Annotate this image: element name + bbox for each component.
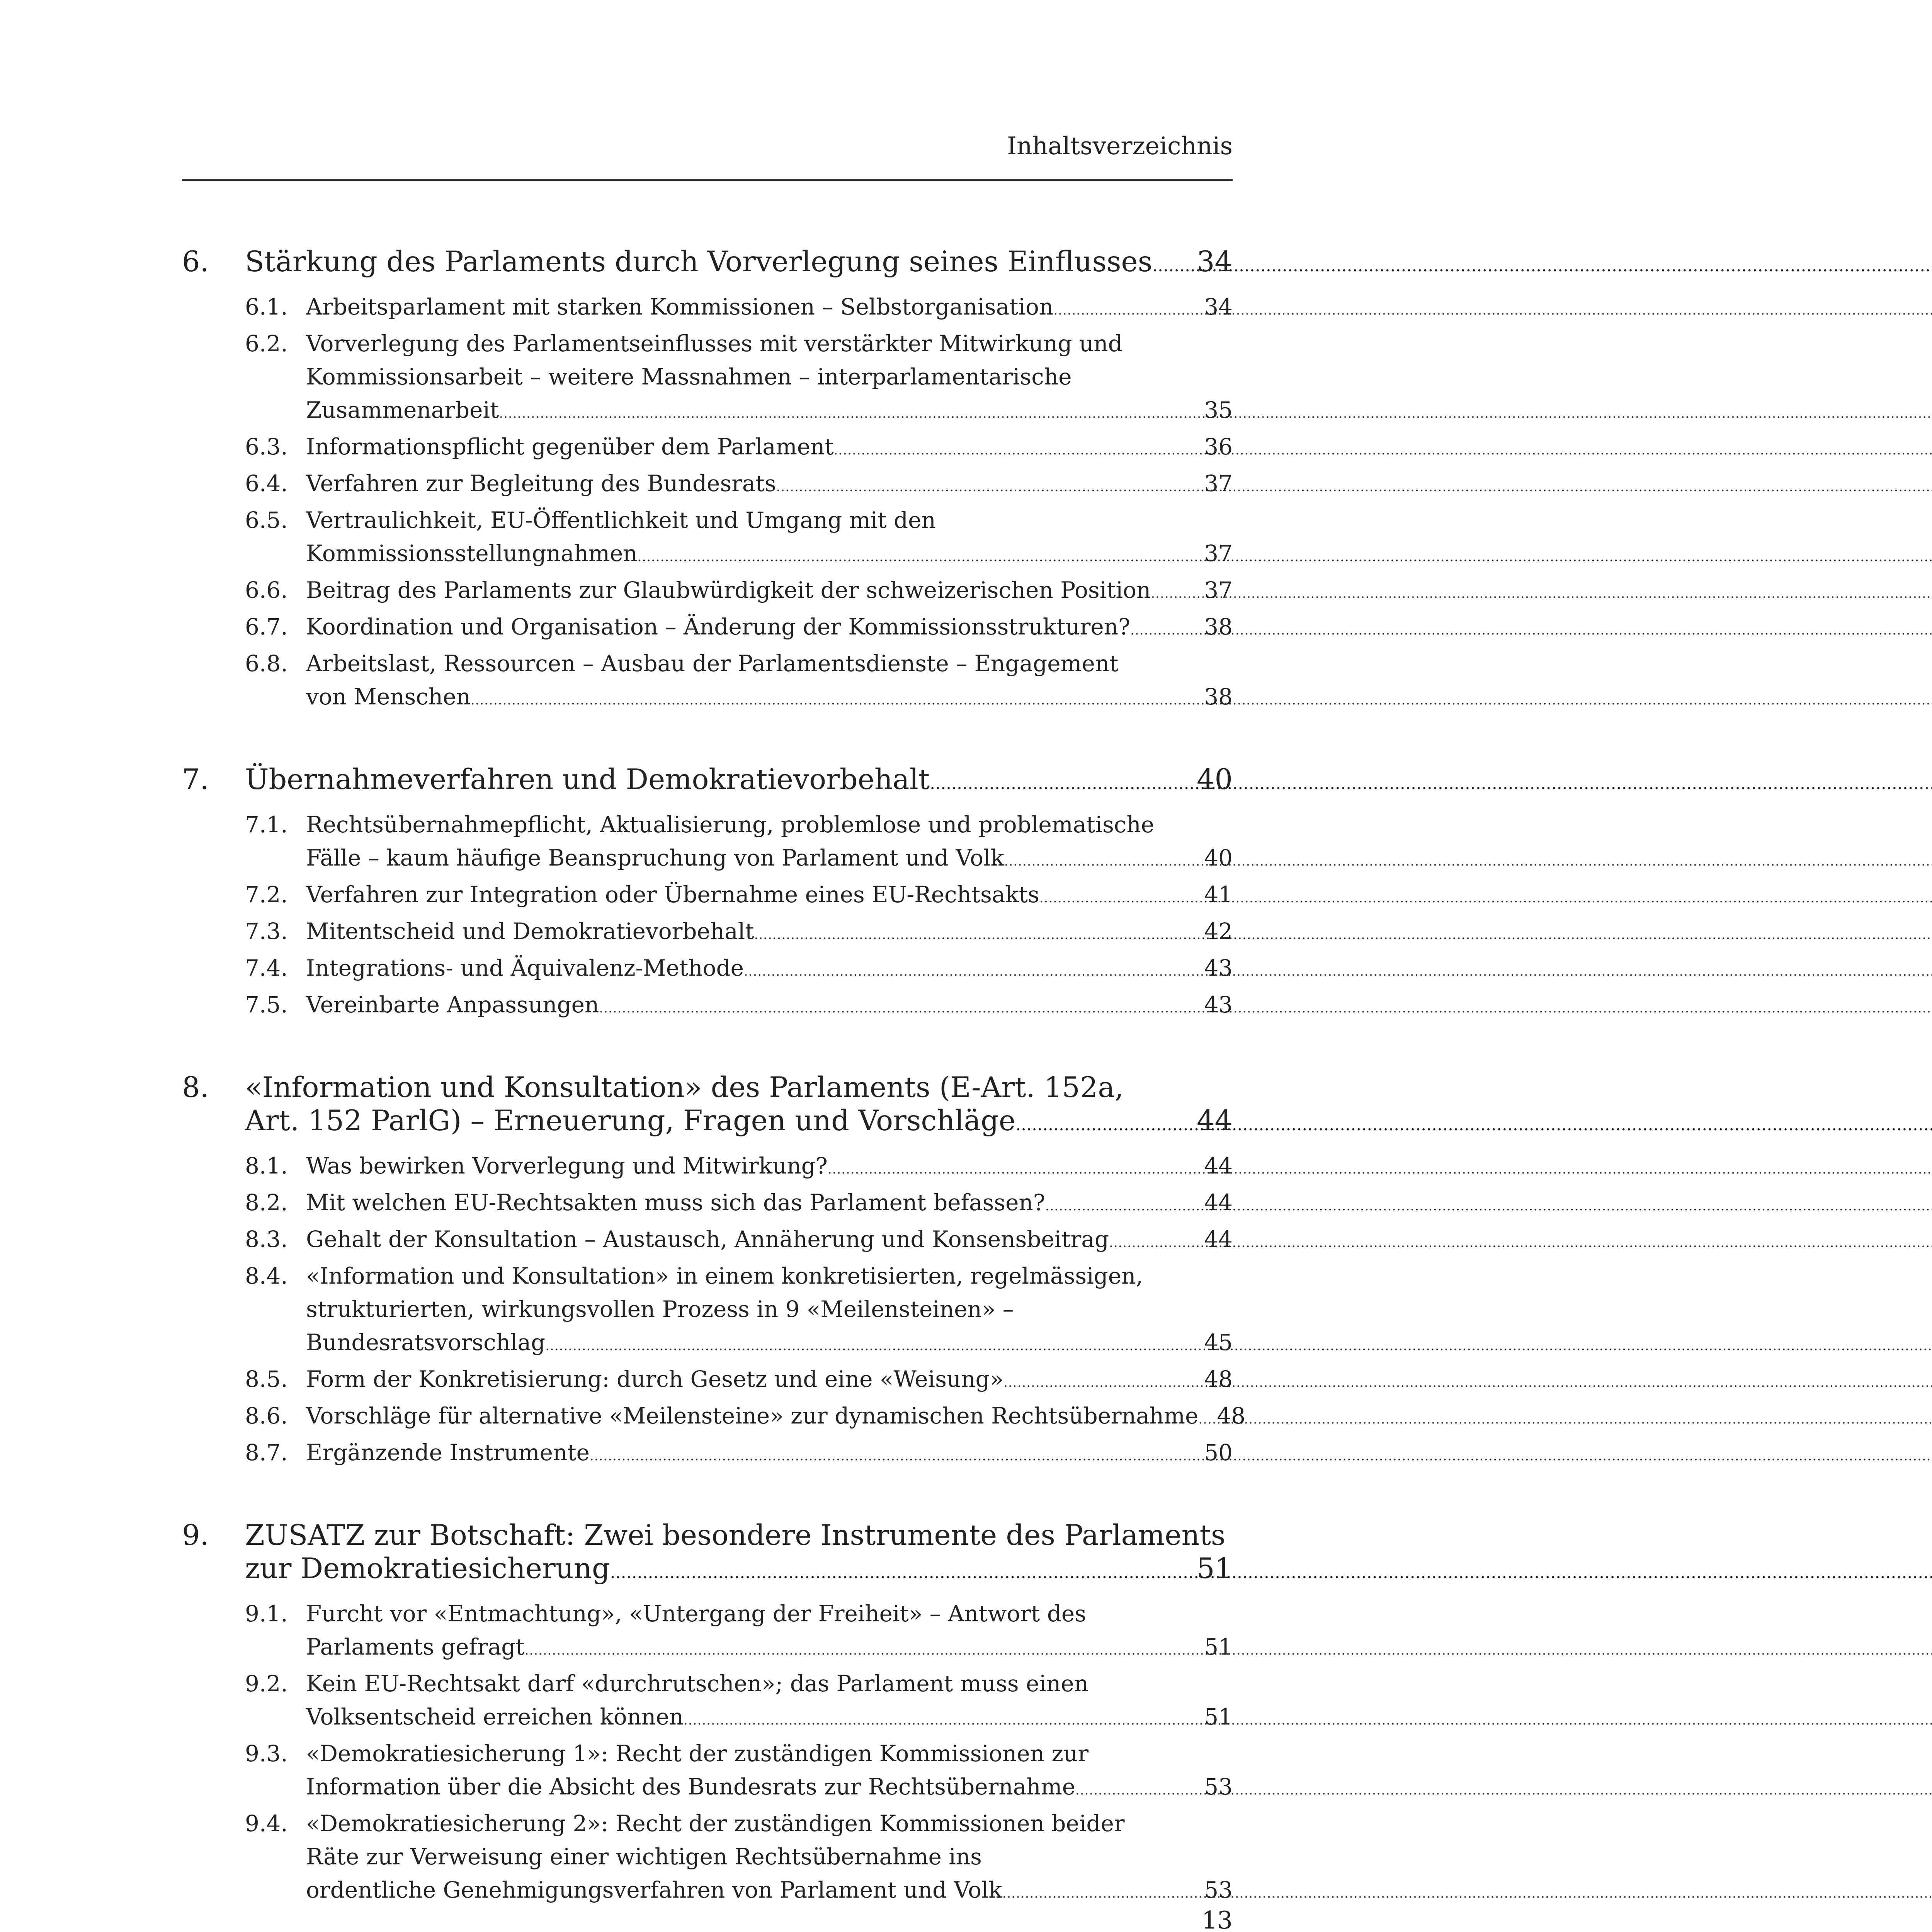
section-number: 8.5. <box>245 1366 288 1392</box>
toc-chapter-group <box>182 245 1233 717</box>
section-number: 7.2. <box>245 881 288 908</box>
dot-leader <box>828 1153 1201 1186</box>
section-number: 8.1. <box>245 1153 288 1179</box>
dot-leader <box>599 992 1201 1025</box>
section-page-number: 44 <box>1204 1226 1233 1252</box>
section-title-line: Informationspflicht gegenüber dem Parlament <box>306 434 834 460</box>
dot-leader <box>499 397 1201 430</box>
dot-leader <box>776 470 1201 503</box>
dot-leader <box>1151 577 1201 610</box>
dot-leader <box>1075 1774 1201 1807</box>
toc-section-entry[interactable] <box>182 290 1233 327</box>
chapter-number: 6. <box>182 245 209 278</box>
section-title-line: Koordination und Organisation – Änderung der Kommissionsstrukturen? <box>306 614 1131 640</box>
toc-section-entry[interactable] <box>182 503 1233 573</box>
chapter-title-line: zur Demokratiesicherung <box>245 1552 610 1585</box>
section-number: 9.1. <box>245 1600 288 1627</box>
section-page-number: 44 <box>1204 1189 1233 1216</box>
section-page-number: 43 <box>1204 992 1233 1018</box>
section-title-line: Beitrag des Parlaments zur Glaubwürdigkeit der schweizerischen Position <box>306 577 1151 603</box>
dot-leader <box>1109 1226 1201 1259</box>
section-number: 8.2. <box>245 1189 288 1216</box>
section-number: 6.7. <box>245 614 288 640</box>
section-page-number: 38 <box>1204 614 1233 640</box>
toc-chapter-entry[interactable] <box>182 1519 1233 1589</box>
dot-leader <box>638 540 1201 573</box>
section-number: 6.6. <box>245 577 288 603</box>
section-number: 6.4. <box>245 470 288 497</box>
section-title-line: Vorschläge für alternative «Meilensteine» zur dynamischen Rechtsübernahme <box>306 1403 1199 1429</box>
dot-leader <box>1003 1366 1201 1399</box>
section-title-line: «Demokratiesicherung 2»: Recht der zuständigen Kommissionen beider <box>306 1810 1125 1837</box>
section-page-number: 48 <box>1204 1366 1233 1392</box>
toc-section-entry[interactable] <box>182 808 1233 878</box>
dot-leader <box>834 434 1201 467</box>
toc-section-entry[interactable] <box>182 1667 1233 1737</box>
toc-chapter-entry[interactable] <box>182 1071 1233 1141</box>
dot-leader <box>1045 1189 1201 1223</box>
dot-leader <box>1053 294 1201 327</box>
section-title-line: Arbeitsparlament mit starken Kommissionen – Selbstorganisation <box>306 294 1054 320</box>
dot-leader <box>1039 881 1201 915</box>
chapter-title-line: Stärkung des Parlaments durch Vorverlegung seines Einflusses <box>245 245 1153 278</box>
toc-section-entry[interactable] <box>182 1597 1233 1667</box>
toc-section-entry[interactable] <box>182 951 1233 988</box>
section-title-line: «Demokratiesicherung 1»: Recht der zuständigen Kommissionen zur <box>306 1740 1089 1767</box>
section-page-number: 37 <box>1204 577 1233 603</box>
toc-section-entry[interactable] <box>182 1186 1233 1223</box>
section-page-number: 36 <box>1204 434 1233 460</box>
section-title-line: strukturierten, wirkungsvollen Prozess in 9 «Meilensteinen» – <box>306 1296 1014 1322</box>
section-number: 8.7. <box>245 1439 288 1466</box>
toc-section-entry[interactable] <box>182 610 1233 647</box>
section-title-line: Verfahren zur Begleitung des Bundesrats <box>306 470 776 497</box>
toc-section-entry[interactable] <box>182 1807 1233 1910</box>
dot-leader <box>930 767 1194 800</box>
section-title-line: Arbeitslast, Ressourcen – Ausbau der Parlamentsdienste – Engagement <box>306 650 1119 677</box>
section-page-number: 37 <box>1204 540 1233 566</box>
section-number: 6.8. <box>245 650 288 677</box>
section-title-line: Vereinbarte Anpassungen <box>306 992 599 1018</box>
toc-section-entry[interactable] <box>182 1436 1233 1473</box>
toc-section-entry[interactable] <box>182 1149 1233 1186</box>
toc-section-entry[interactable] <box>182 467 1233 503</box>
section-title-line: Ergänzende Instrumente <box>306 1439 590 1466</box>
dot-leader <box>525 1634 1201 1667</box>
dot-leader <box>684 1704 1201 1737</box>
dot-leader <box>590 1439 1201 1473</box>
chapter-page-number: 44 <box>1197 1104 1233 1137</box>
toc-chapter-entry[interactable] <box>182 763 1233 800</box>
section-title-line: Gehalt der Konsultation – Austausch, Annäherung und Konsensbeitrag <box>306 1226 1109 1252</box>
section-page-number: 44 <box>1204 1153 1233 1179</box>
section-page-number: 40 <box>1204 845 1233 871</box>
section-title-line: Verfahren zur Integration oder Übernahme eines EU-Rechtsakts <box>306 881 1039 908</box>
section-title-line: Information über die Absicht des Bundesrats zur Rechtsübernahme <box>306 1774 1075 1800</box>
section-page-number: 37 <box>1204 470 1233 497</box>
section-title-line: Furcht vor «Entmachtung», «Untergang der Freiheit» – Antwort des <box>306 1600 1087 1627</box>
section-page-number: 48 <box>1217 1403 1246 1429</box>
section-page-number: 51 <box>1204 1704 1233 1730</box>
section-title-line: Mit welchen EU-Rechtsakten muss sich das Parlament befassen? <box>306 1189 1045 1216</box>
chapter-page-number: 40 <box>1197 763 1233 796</box>
section-page-number: 43 <box>1204 955 1233 981</box>
dot-leader <box>754 918 1201 951</box>
section-page-number: 42 <box>1204 918 1233 944</box>
section-number: 8.4. <box>245 1263 288 1289</box>
chapter-number: 7. <box>182 763 209 796</box>
section-title-line: Fälle – kaum häufige Beanspruchung von Parlament und Volk <box>306 845 1004 871</box>
section-title-line: Zusammenarbeit <box>306 397 499 423</box>
section-title-line: Vertraulichkeit, EU-Öffentlichkeit und Umgang mit den <box>306 507 936 533</box>
dot-leader <box>1004 845 1201 878</box>
chapter-title-line: ZUSATZ zur Botschaft: Zwei besondere Instrumente des Parlaments <box>245 1519 1226 1552</box>
section-number: 6.3. <box>245 434 288 460</box>
chapter-title-line: «Information und Konsultation» des Parlaments (E-Art. 152a, <box>245 1071 1124 1104</box>
dot-leader <box>1152 249 1194 282</box>
section-page-number: 50 <box>1204 1439 1233 1466</box>
toc-section-entry[interactable] <box>182 1737 1233 1807</box>
dot-leader <box>1002 1877 1201 1910</box>
toc-section-entry[interactable] <box>182 1399 1246 1436</box>
section-number: 6.1. <box>245 294 288 320</box>
section-page-number: 53 <box>1204 1877 1233 1903</box>
section-title-line: Volksentscheid erreichen können <box>306 1704 684 1730</box>
section-number: 9.2. <box>245 1670 288 1697</box>
table-of-contents <box>182 245 1246 1932</box>
toc-chapter-group <box>182 1071 1246 1473</box>
section-title-line: «Information und Konsultation» in einem konkretisierten, regelmässigen, <box>306 1263 1143 1289</box>
section-title-line: Kein EU-Rechtsakt darf «durchrutschen»; das Parlament muss einen <box>306 1670 1089 1697</box>
dot-leader <box>1198 1403 1214 1436</box>
section-title-line: Räte zur Verweisung einer wichtigen Rechtsübernahme ins <box>306 1844 982 1870</box>
toc-chapter-entry[interactable] <box>182 245 1233 282</box>
toc-chapter-group <box>182 763 1233 1025</box>
section-number: 6.2. <box>245 330 288 357</box>
section-page-number: 38 <box>1204 684 1233 710</box>
section-page-number: 35 <box>1204 397 1233 423</box>
chapter-page-number: 51 <box>1197 1552 1233 1585</box>
section-title-line: Vorverlegung des Parlamentseinflusses mit verstärkter Mitwirkung und <box>306 330 1122 357</box>
dot-leader <box>744 955 1201 988</box>
dot-leader <box>1130 614 1201 647</box>
toc-section-entry[interactable] <box>182 915 1233 951</box>
toc-section-entry[interactable] <box>182 327 1233 430</box>
section-number: 9.4. <box>245 1810 288 1837</box>
section-number: 8.3. <box>245 1226 288 1252</box>
section-title-line: ordentliche Genehmigungsverfahren von Parlament und Volk <box>306 1877 1002 1903</box>
toc-section-entry[interactable] <box>182 430 1233 467</box>
section-number: 8.6. <box>245 1403 288 1429</box>
toc-chapter-group <box>182 1519 1233 1910</box>
section-title-line: Integrations- und Äquivalenz-Methode <box>306 955 744 981</box>
toc-section-entry[interactable] <box>182 647 1233 717</box>
section-number: 7.5. <box>245 992 288 1018</box>
page-number: 13 <box>1201 1906 1233 1932</box>
chapter-title-line: Übernahmeverfahren und Demokratievorbehalt <box>245 763 930 796</box>
section-page-number: 41 <box>1204 881 1233 908</box>
dot-leader <box>610 1556 1194 1589</box>
section-page-number: 51 <box>1204 1634 1233 1660</box>
dot-leader <box>1015 1108 1194 1141</box>
section-title-line: Kommissionsstellungnahmen <box>306 540 638 566</box>
section-title-line: Was bewirken Vorverlegung und Mitwirkung? <box>306 1153 828 1179</box>
section-title-line: von Menschen <box>306 684 471 710</box>
section-number: 7.3. <box>245 918 288 944</box>
toc-section-entry[interactable] <box>182 1259 1233 1362</box>
section-title-line: Rechtsübernahmepflicht, Aktualisierung, problemlose und problematische <box>306 811 1155 838</box>
toc-section-entry[interactable] <box>182 573 1233 610</box>
section-title-line: Kommissionsarbeit – weitere Massnahmen – interparlamentarische <box>306 364 1072 390</box>
chapter-number: 8. <box>182 1071 209 1104</box>
section-title-line: Bundesratsvorschlag <box>306 1329 546 1355</box>
section-number: 6.5. <box>245 507 288 533</box>
chapter-title-line: Art. 152 ParlG) – Erneuerung, Fragen und Vorschläge <box>245 1104 1016 1137</box>
section-title-line: Form der Konkretisierung: durch Gesetz und eine «Weisung» <box>306 1366 1004 1392</box>
section-number: 7.1. <box>245 811 288 838</box>
toc-section-entry[interactable] <box>182 1223 1233 1259</box>
section-title-line: Parlaments gefragt <box>306 1634 525 1660</box>
dot-leader <box>471 684 1201 717</box>
chapter-number: 9. <box>182 1519 209 1552</box>
section-title-line: Mitentscheid und Demokratievorbehalt <box>306 918 754 944</box>
dot-leader <box>545 1329 1201 1362</box>
toc-section-entry[interactable] <box>182 1362 1233 1399</box>
section-page-number: 34 <box>1204 294 1233 320</box>
section-number: 7.4. <box>245 955 288 981</box>
section-page-number: 45 <box>1204 1329 1233 1355</box>
toc-section-entry[interactable] <box>182 988 1233 1025</box>
section-page-number: 53 <box>1204 1774 1233 1800</box>
chapter-page-number: 34 <box>1197 245 1233 278</box>
section-number: 9.3. <box>245 1740 288 1767</box>
toc-section-entry[interactable] <box>182 878 1233 915</box>
header-rule <box>182 179 1233 181</box>
running-head: Inhaltsverzeichnis <box>1007 132 1233 160</box>
